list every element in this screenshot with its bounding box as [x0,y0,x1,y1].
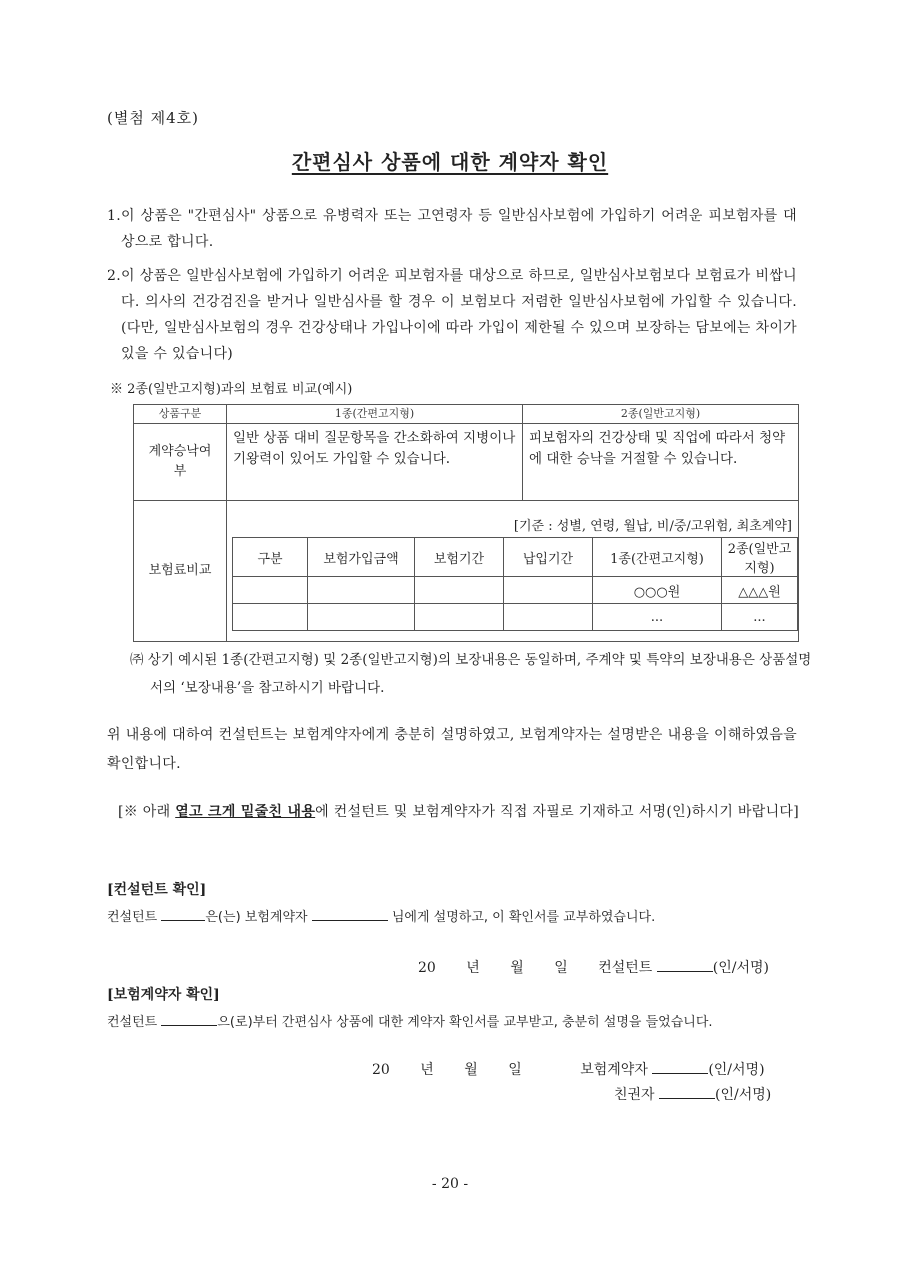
table-cell [415,604,504,631]
table-cell [415,577,504,604]
table-cell: ... [593,604,722,631]
policyholder-name-field[interactable] [312,907,388,921]
table-cell: ... [722,604,798,631]
approval-label: 계약승낙여부 [134,424,227,501]
inner-header: 1종(간편고지형) [593,538,722,577]
policyholder-statement: 컨설턴트 으(로)부터 간편심사 상품에 대한 계약자 확인서를 교부받고, 충분히 설명을 들었습니다. [107,1011,713,1030]
handwriting-request: [※ 아래 옅고 크게 밑줄친 내용에 컨설턴트 및 보험계약자가 직접 자필로 기재하고 서명(인)하시기 바랍니다] [118,804,799,820]
item-number: 2. [107,268,121,284]
table-cell [504,604,593,631]
consultant-sign-field[interactable] [657,958,713,972]
inner-header: 보험가입금액 [308,538,415,577]
premium-comparison-cell [227,501,799,642]
page-title: 간편심사 상품에 대한 계약자 확인 [291,150,609,174]
inner-header: 납입기간 [504,538,593,577]
annex-label: (별첨 제4호) [107,109,199,127]
table-cell [504,577,593,604]
consultant-name-field[interactable] [161,1012,217,1026]
comparison-note: ※ 2종(일반고지형)과의 보험료 비교(예시) [110,382,353,397]
page-number: - 20 - [431,1176,469,1192]
consultant-name-field[interactable] [161,907,205,921]
consultant-statement: 컨설턴트 은(는) 보험계약자 님에게 설명하고, 이 확인서를 교부하였습니다. [107,906,655,925]
table-cell [233,577,308,604]
inner-header: 보험기간 [415,538,504,577]
table-cell [233,604,308,631]
premium-table [232,537,798,631]
comparison-table [133,404,799,642]
item-text: 이 상품은 "간편심사" 상품으로 유병력자 또는 고연령자 등 일반심사보험에 가입하기 어려운 피보험자를 대상으로 합니다. [121,208,797,250]
request-emphasis: 옅고 크게 밑줄친 내용 [175,804,316,820]
header-type1: 1종(간편고지형) [227,405,523,424]
consultant-date-sign: 20 년 월 일 컨설턴트 (인/서명) [418,960,770,976]
table-cell: ○○○원 [593,577,722,604]
table-cell [308,604,415,631]
policyholder-sign-field[interactable] [652,1060,708,1074]
table-cell [308,577,415,604]
header-product-type: 상품구분 [134,405,227,424]
item-2 [107,263,797,367]
confirm-text: 위 내용에 대하여 컨설턴트는 보험계약자에게 충분히 설명하였고, 보험계약자는 설명받은 내용을 이해하였음을 확인합니다. [107,727,797,772]
guardian-sign-field[interactable] [659,1085,715,1099]
footnote: ㈜ 상기 예시된 1종(간편고지형) 및 2종(일반고지형)의 보장내용은 동일하며, 주계약 및 특약의 보장내용은 상품설명서의 ‘보장내용’을 참고하시기 바랍니다. [130,652,812,696]
premium-label: 보험료비교 [134,501,227,642]
policyholder-date-sign: 20 년 월 일 보험계약자 (인/서명) [372,1062,765,1078]
table-cell: △△△원 [722,577,798,604]
policyholder-section-heading: [보험계약자 확인] [107,987,220,1003]
basis-note: [기준 : 성별, 연령, 월납, 비/중/고위험, 최초계약] [513,519,792,534]
item-1 [107,203,797,255]
item-text: 이 상품은 일반심사보험에 가입하기 어려운 피보험자를 대상으로 하므로, 일반심사보험보다 보험료가 비쌉니다. 의사의 건강검진을 받거나 일반심사를 할 경우 이 보험보다 저렴한 일반심사보험에 가입할 수 있습니다. (다만, 일반심사보험의 경우 건강상태나 가입나이에 따라 가입이 제한될 수 있으며 보장하는 담보에는 차이가 있을 수 있습니다) [121,268,797,362]
header-type2: 2종(일반고지형) [523,405,799,424]
approval-type2: 피보험자의 건강상태 및 직업에 따라서 청약에 대한 승낙을 거절할 수 있습니다. [523,424,799,501]
inner-header: 2종(일반고지형) [722,538,798,577]
approval-type1: 일반 상품 대비 질문항목을 간소화하여 지병이나 기왕력이 있어도 가입할 수 있습니다. [227,424,523,501]
consultant-section-heading: [컨설턴트 확인] [107,882,207,898]
inner-header: 구분 [233,538,308,577]
guardian-sign: 친권자 (인/서명) [614,1087,772,1103]
item-number: 1. [107,208,121,224]
